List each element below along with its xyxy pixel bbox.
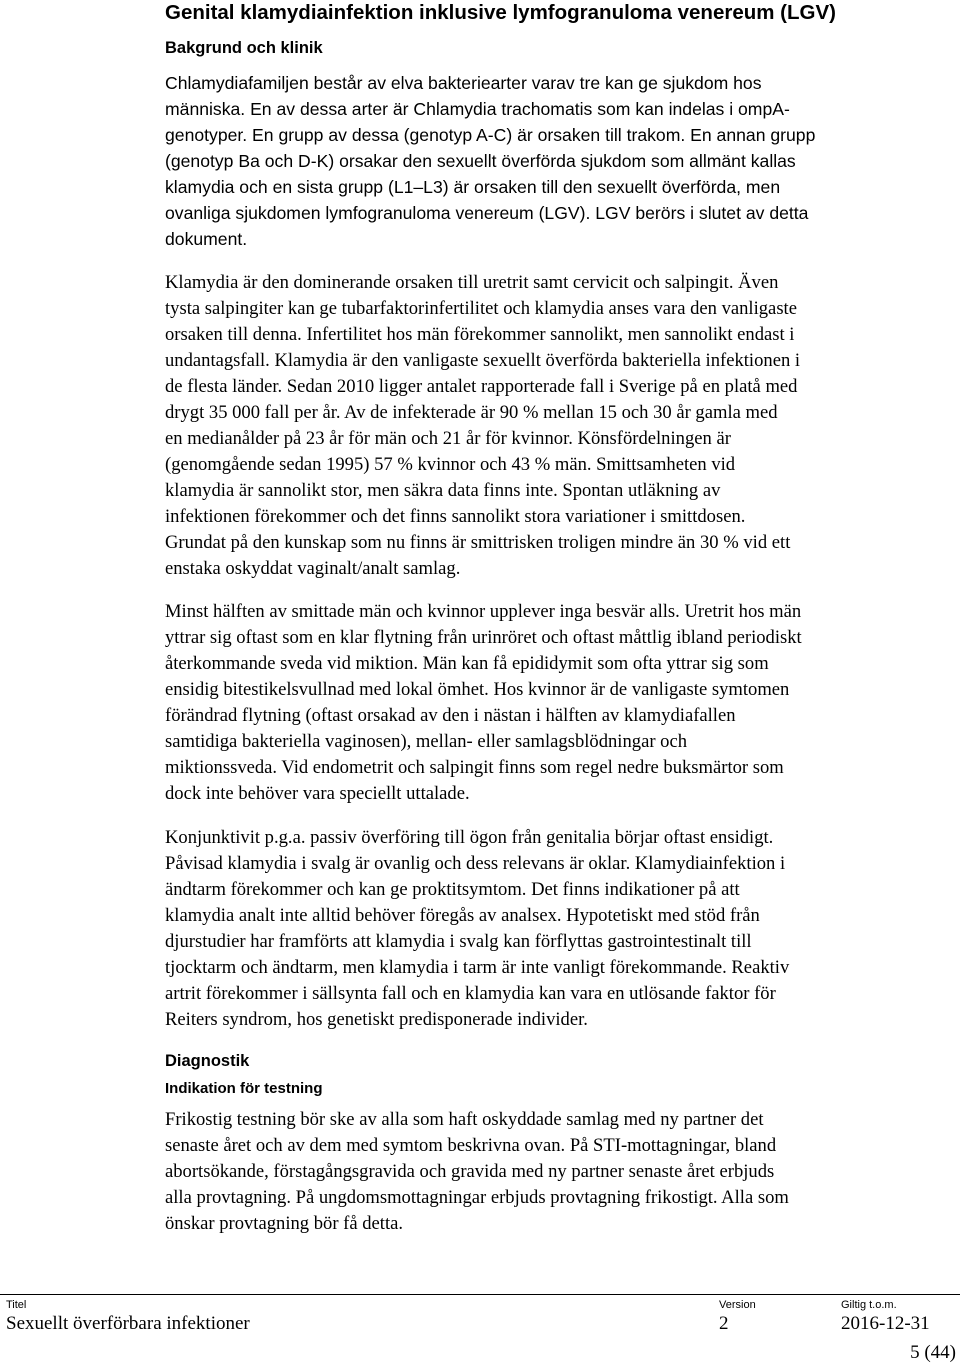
text-line: abortsökande, förstagångsgravida och gravida med ny partner senaste året erbjuds xyxy=(165,1161,775,1182)
text-line: senaste året och av dem med symtom beskrivna ovan. På STI-mottagningar, bland xyxy=(165,1135,777,1156)
text-line: dokument. xyxy=(165,229,248,249)
text-line: önskar provtagning bör få detta. xyxy=(165,1213,404,1234)
text-line: de flesta länder. Sedan 2010 ligger antalet rapporterade fall i Sverige på en platå med xyxy=(165,376,798,397)
document-title: Genital klamydiainfektion inklusive lymfogranuloma venereum (LGV) xyxy=(165,1,836,24)
text-line: förändrad flytning (oftast orsakad av den i nästan i hälften av klamydiafallen xyxy=(165,705,736,726)
text-line: undantagsfall. Klamydia är den vanligaste sexuellt överförda bakteriella infektionen i xyxy=(165,350,801,371)
text-line: Klamydia är den dominerande orsaken till uretrit samt cervicit och salpingit. Även xyxy=(165,272,779,293)
paragraph-testing xyxy=(165,1107,945,1237)
paragraph-complications xyxy=(165,825,945,1033)
footer-version-label: Version xyxy=(719,1299,756,1311)
footer-titel-label: Titel xyxy=(6,1299,27,1311)
page-number: 5 (44) xyxy=(910,1342,956,1363)
text-line: Grundat på den kunskap som nu finns är smittrisken troligen mindre än 30 % vid ett xyxy=(165,532,791,553)
text-line: enstaka oskyddat vaginalt/analt samlag. xyxy=(165,558,461,579)
text-line: artrit förekommer i sällsynta fall och en klamydia kan vara en utlösande faktor för xyxy=(165,983,776,1004)
text-line: Konjunktivit p.g.a. passiv överföring till ögon från genitalia börjar oftast ensidigt. xyxy=(165,827,774,848)
text-line: människa. En av dessa arter är Chlamydia trachomatis som kan indelas i ompA- xyxy=(165,99,790,119)
text-line: klamydia är sannolikt stor, men säkra data finns inte. Spontan utläkning av xyxy=(165,480,721,501)
paragraph-intro xyxy=(165,70,945,252)
section-heading-bakgrund: Bakgrund och klinik xyxy=(165,39,323,57)
paragraph-symptoms xyxy=(165,599,945,807)
subsection-heading-indikation: Indikation för testning xyxy=(165,1080,323,1097)
text-line: (genotyp Ba och D-K) orsakar den sexuellt överförda sjukdom som allmänt kallas xyxy=(165,151,796,171)
text-line: genotyper. En grupp av dessa (genotyp A-C) är orsaken till trakom. En annan grupp xyxy=(165,125,816,145)
footer-titel-value: Sexuellt överförbara infektioner xyxy=(6,1313,250,1334)
text-line: en medianålder på 23 år för män och 21 år för kvinnor. Könsfördelningen är xyxy=(165,428,731,449)
text-line: ändtarm förekommer och kan ge proktitsymtom. Det finns indikationer på att xyxy=(165,879,740,900)
paragraph-epidemiology xyxy=(165,270,945,582)
text-line: ovanliga sjukdomen lymfogranuloma venereum (LGV). LGV berörs i slutet av detta xyxy=(165,203,809,223)
footer-version-value: 2 xyxy=(719,1313,729,1334)
text-line: tysta salpingiter kan ge tubarfaktorinfertilitet och klamydia anses vara den vanligaste xyxy=(165,298,797,319)
text-line: klamydia analt inte alltid behöver föregås av analsex. Hypotetiskt med stöd från xyxy=(165,905,760,926)
text-line: infektionen förekommer och det finns sannolikt stora variationer i smittdosen. xyxy=(165,506,746,527)
text-line: miktionssveda. Vid endometrit och salpingit finns som regel nedre buksmärtor som xyxy=(165,757,784,778)
text-line: Påvisad klamydia i svalg är ovanlig och dess relevans är oklar. Klamydiainfektion i xyxy=(165,853,786,874)
text-line: dock inte behöver vara speciellt uttalade. xyxy=(165,783,470,804)
text-line: orsaken till denna. Infertilitet hos män förekommer sannolikt, men sannolikt endast i xyxy=(165,324,795,345)
text-line: återkommande sveda vid miktion. Män kan få epididymit som ofta yttrar sig som xyxy=(165,653,769,674)
text-line: (genomgående sedan 1995) 57 % kvinnor och 43 % män. Smittsamheten vid xyxy=(165,454,736,475)
text-line: Minst hälften av smittade män och kvinnor upplever inga besvär alls. Uretrit hos män xyxy=(165,601,802,622)
text-line: djurstudier har framförts att klamydia i svalg kan förflyttas gastrointestinalt till xyxy=(165,931,752,952)
text-line: Chlamydiafamiljen består av elva bakteriearter varav tre kan ge sjukdom hos xyxy=(165,73,762,93)
text-line: samtidiga bakteriella vaginosen), mellan- eller samlagsblödningar och xyxy=(165,731,688,752)
text-line: yttrar sig oftast som en klar flytning från urinröret och oftast måttlig ibland periodiskt xyxy=(165,627,802,648)
text-line: klamydia och en sista grupp (L1–L3) är orsaken till den sexuellt överförda, men xyxy=(165,177,781,197)
text-line: drygt 35 000 fall per år. Av de infekterade är 90 % mellan 15 och 30 år gamla med xyxy=(165,402,778,423)
section-heading-diagnostik: Diagnostik xyxy=(165,1052,250,1070)
footer-giltig-label: Giltig t.o.m. xyxy=(841,1299,897,1311)
text-line: ensidig bitestikelsvullnad med lokal ömhet. Hos kvinnor är de vanligaste symtomen xyxy=(165,679,790,700)
text-line: tjocktarm och ändtarm, men klamydia i tarm är inte vanligt förekommande. Reaktiv xyxy=(165,957,790,978)
footer-giltig-value: 2016-12-31 xyxy=(841,1313,930,1334)
text-line: alla provtagning. På ungdomsmottagningar erbjuds provtagning frikostigt. Alla som xyxy=(165,1187,789,1208)
text-line: Frikostig testning bör ske av alla som haft oskyddade samlag med ny partner det xyxy=(165,1109,764,1130)
text-line: Reiters syndrom, hos genetiskt predisponerade individer. xyxy=(165,1009,588,1030)
footer-divider xyxy=(0,1294,960,1295)
